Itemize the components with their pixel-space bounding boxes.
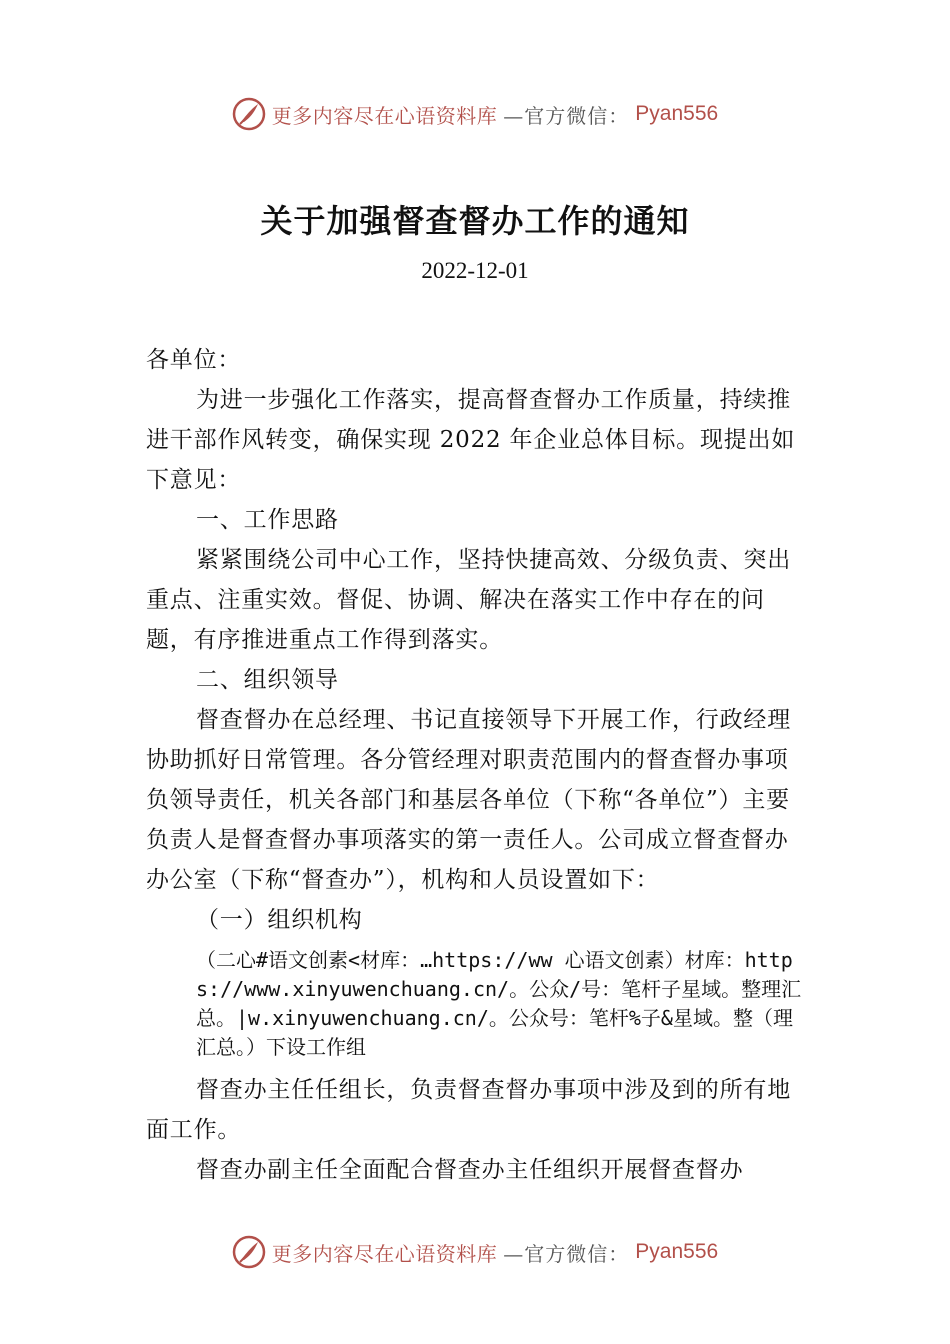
banner-main-text: 更多内容尽在心语资料库: [271, 103, 498, 128]
banner-sub-text: —官方微信：: [503, 1241, 630, 1266]
banner-wechat-id: Pyan556: [635, 102, 719, 125]
team-leader-paragraph: 督查办主任任组长，负责督查督办事项中涉及到的所有地面工作。: [146, 1077, 791, 1143]
salutation: 各单位：: [146, 347, 242, 373]
document-title: 关于加强督查督办工作的通知: [260, 202, 690, 240]
banner-wechat-id: Pyan556: [635, 1240, 719, 1263]
section-1-paragraph: 紧紧围绕公司中心工作，坚持快捷高效、分级负责、突出重点、注重实效。督促、协调、解决在落实工作中存在的问题，有序推进重点工作得到落实。: [146, 547, 791, 653]
section-2-paragraph: 督查督办在总经理、书记直接领导下开展工作，行政经理协助抓好日常管理。各分管经理对职责范围内的督查督办事项负领导责任，机关各部门和基层各单位（下称“各单位”）主要负责人是督查督办事项落实的第一责任人。公司成立督查督办办公室（下称“督查办”），机构和人员设置如下：: [146, 707, 791, 893]
subsection-heading-1: （一）组织机构: [196, 907, 363, 933]
banner-main-text: 更多内容尽在心语资料库: [271, 1241, 498, 1266]
watermark-noise-paragraph: （二心#语文创素<材库：…https://ww 心语文创素）材库：https://www.xinyuwenchuang.cn/。公众/号：笔杆子星域。整理汇总。|w.xinyuwenchuang.cn/。公众号：笔杆%子&星域。整（理汇总。）下设工作组: [196, 948, 802, 1059]
deputy-paragraph: 督查办副主任全面配合督查办主任组织开展督查督办: [196, 1157, 744, 1183]
footer-banner: [0, 1232, 950, 1272]
section-heading-2: 二、组织领导: [196, 667, 339, 693]
document-date: 2022-12-01: [421, 258, 529, 283]
section-heading-1: 一、工作思路: [196, 507, 339, 533]
quill-pen-logo-icon: [232, 1235, 266, 1269]
quill-pen-logo-icon: [232, 97, 266, 131]
banner-sub-text: —官方微信：: [503, 103, 630, 128]
header-banner: [0, 94, 950, 134]
document-body: [146, 340, 808, 1190]
intro-paragraph: 为进一步强化工作落实，提高督查督办工作质量，持续推进干部作风转变，确保实现 2022 年企业总体目标。现提出如下意见：: [146, 387, 796, 493]
